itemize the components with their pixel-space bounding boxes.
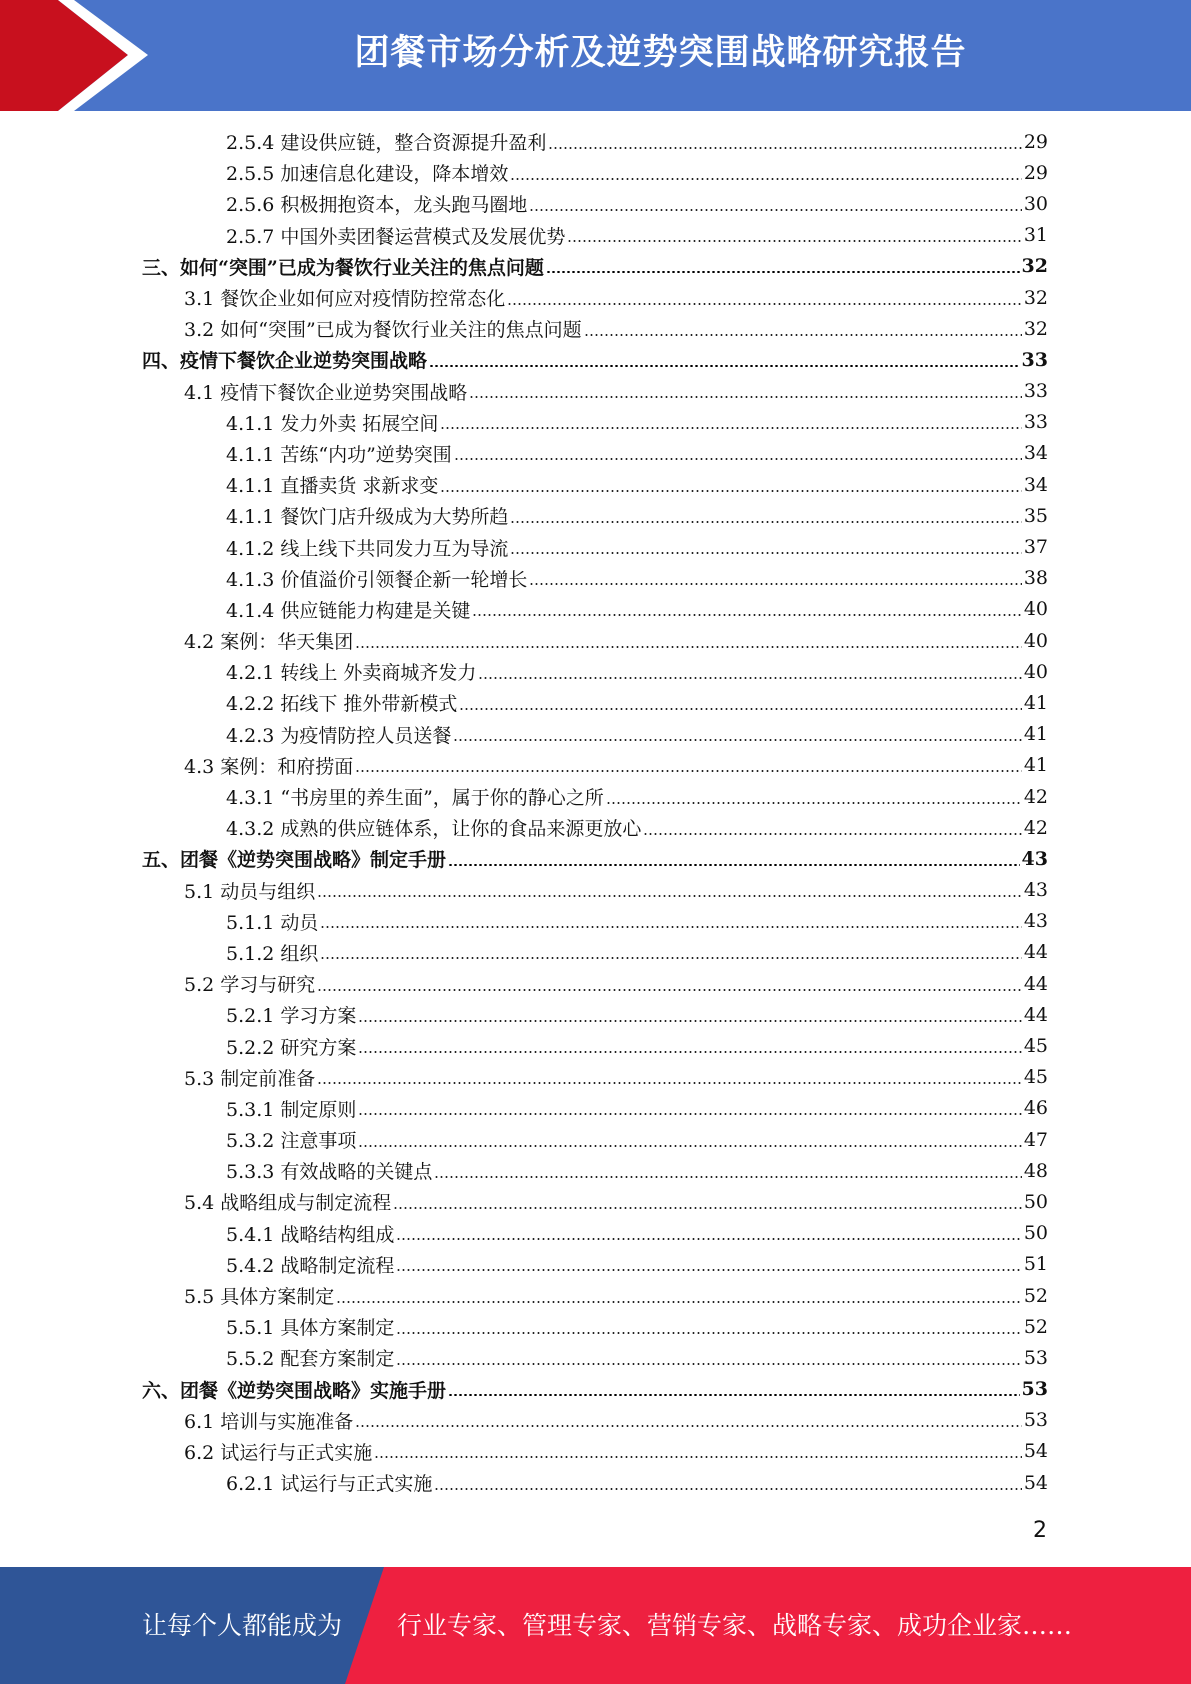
- toc-entry[interactable]: [142, 344, 1048, 375]
- toc-entry-title: 4.2 案例：华天集团: [184, 631, 354, 654]
- toc-entry-page: 47: [1023, 1128, 1048, 1151]
- toc-entry[interactable]: [142, 282, 1048, 313]
- toc-entry-title: 2.5.5 加速信息化建设，降本增效: [226, 163, 509, 186]
- toc-entry[interactable]: [142, 376, 1048, 407]
- page-header: [0, 0, 1191, 111]
- toc-dot-leader: [317, 1082, 1022, 1084]
- toc-dot-leader: [510, 178, 1021, 180]
- toc-entry[interactable]: [142, 1436, 1048, 1467]
- toc-entry[interactable]: [142, 968, 1048, 999]
- toc-entry[interactable]: [142, 1218, 1048, 1249]
- toc-dot-leader: [355, 1425, 1022, 1427]
- toc-entry-page: 37: [1023, 536, 1048, 559]
- toc-entry-title: 5.3.1 制定原则: [226, 1098, 357, 1121]
- toc-entry-title: 5.2.1 学习方案: [226, 1005, 357, 1028]
- page-footer: [0, 1567, 1191, 1684]
- toc-dot-leader: [453, 739, 1021, 741]
- toc-entry[interactable]: [142, 1467, 1048, 1498]
- toc-entry[interactable]: [142, 531, 1048, 562]
- toc-entry-page: 35: [1023, 504, 1048, 527]
- toc-dot-leader: [396, 1238, 1021, 1240]
- toc-entry-title: 4.2.2 拓线下 推外带新模式: [226, 693, 458, 716]
- toc-entry-title: 三、如何“突围”已成为餐饮行业关注的焦点问题: [142, 256, 544, 279]
- toc-dot-leader: [606, 802, 1022, 804]
- toc-entry[interactable]: [142, 1155, 1048, 1186]
- toc-entry-page: 43: [1023, 879, 1048, 902]
- toc-entry-page: 32: [1023, 286, 1048, 309]
- toc-dot-leader: [448, 864, 1020, 866]
- toc-entry-title: 4.3 案例：和府捞面: [184, 755, 354, 778]
- toc-entry-page: 46: [1023, 1097, 1048, 1120]
- toc-dot-leader: [459, 708, 1021, 710]
- toc-entry[interactable]: [142, 1311, 1048, 1342]
- toc-entry-page: 43: [1021, 847, 1048, 870]
- toc-dot-leader: [529, 583, 1021, 585]
- toc-entry-page: 42: [1023, 816, 1048, 839]
- toc-entry-page: 32: [1023, 317, 1048, 340]
- toc-entry-title: 5.1.1 动员: [226, 911, 319, 934]
- toc-entry-title: 5.3.3 有效战略的关键点: [226, 1161, 433, 1184]
- toc-entry-page: 34: [1023, 473, 1048, 496]
- toc-dot-leader: [469, 396, 1022, 398]
- toc-entry-title: 4.3.2 成熟的供应链体系，让你的食品来源更放心: [226, 818, 642, 841]
- page-number: 2: [1033, 1518, 1047, 1543]
- toc-entry-title: 4.1.1 发力外卖 拓展空间: [226, 412, 439, 435]
- toc-entry-title: 4.1.1 苦练“内功”逆势突围: [226, 443, 452, 466]
- toc-entry[interactable]: [142, 1405, 1048, 1436]
- toc-dot-leader: [393, 1207, 1022, 1209]
- toc-entry-title: 5.2.2 研究方案: [226, 1036, 357, 1059]
- toc-dot-leader: [643, 833, 1021, 835]
- toc-entry[interactable]: [142, 251, 1048, 282]
- toc-entry-page: 41: [1023, 723, 1048, 746]
- toc-entry-title: 5.3 制定前准备: [184, 1067, 316, 1090]
- toc-entry-page: 50: [1023, 1222, 1048, 1245]
- toc-dot-leader: [374, 1456, 1022, 1458]
- toc-entry-page: 29: [1023, 161, 1048, 184]
- toc-entry-title: 6.2 试运行与正式实施: [184, 1441, 373, 1464]
- toc-entry[interactable]: [142, 313, 1048, 344]
- toc-entry[interactable]: [142, 719, 1048, 750]
- toc-entry-title: 4.2.1 转线上 外卖商城齐发力: [226, 662, 477, 685]
- toc-entry-title: 5.5.2 配套方案制定: [226, 1348, 395, 1371]
- toc-entry-title: 4.1 疫情下餐饮企业逆势突围战略: [184, 381, 468, 404]
- toc-entry[interactable]: [142, 625, 1048, 656]
- toc-entry-page: 33: [1023, 380, 1048, 403]
- toc-entry[interactable]: [142, 906, 1048, 937]
- toc-entry[interactable]: [142, 594, 1048, 625]
- toc-entry-title: 5.4.1 战略结构组成: [226, 1223, 395, 1246]
- toc-entry[interactable]: [142, 750, 1048, 781]
- toc-entry[interactable]: [142, 1342, 1048, 1373]
- toc-dot-leader: [510, 552, 1021, 554]
- toc-entry-page: 42: [1023, 785, 1048, 808]
- toc-entry-title: 六、团餐《逆势突围战略》实施手册: [142, 1379, 447, 1402]
- toc-entry-title: 5.1.2 组织: [226, 942, 319, 965]
- toc-entry[interactable]: [142, 407, 1048, 438]
- toc-entry-title: 4.1.1 餐饮门店升级成为大势所趋: [226, 506, 509, 529]
- toc-entry-title: 4.3.1 “书房里的养生面”，属于你的静心之所: [226, 787, 604, 810]
- toc-entry-page: 41: [1023, 691, 1048, 714]
- toc-entry-title: 4.1.1 直播卖货 求新求变: [226, 475, 439, 498]
- toc-entry[interactable]: [142, 1062, 1048, 1093]
- toc-entry-page: 50: [1023, 1190, 1048, 1213]
- toc-entry-page: 54: [1023, 1440, 1048, 1463]
- toc-dot-leader: [358, 1145, 1021, 1147]
- toc-dot-leader: [546, 271, 1020, 273]
- table-of-contents: [142, 126, 1048, 1498]
- toc-entry-page: 43: [1023, 910, 1048, 933]
- toc-dot-leader: [529, 209, 1021, 211]
- toc-dot-leader: [454, 458, 1022, 460]
- toc-entry-page: 40: [1023, 598, 1048, 621]
- toc-entry-title: 2.5.6 积极拥抱资本，龙头跑马圈地: [226, 194, 528, 217]
- toc-dot-leader: [396, 1363, 1021, 1365]
- toc-entry[interactable]: [142, 1030, 1048, 1061]
- toc-entry[interactable]: [142, 812, 1048, 843]
- toc-entry-title: 2.5.7 中国外卖团餐运营模式及发展优势: [226, 225, 566, 248]
- toc-entry-page: 33: [1023, 411, 1048, 434]
- toc-entry-title: 6.1 培训与实施准备: [184, 1410, 354, 1433]
- toc-entry[interactable]: [142, 875, 1048, 906]
- toc-entry[interactable]: [142, 220, 1048, 251]
- toc-entry-title: 四、疫情下餐饮企业逆势突围战略: [142, 350, 428, 373]
- toc-entry-title: 5.5 具体方案制定: [184, 1286, 335, 1309]
- toc-dot-leader: [358, 1113, 1021, 1115]
- toc-dot-leader: [440, 490, 1021, 492]
- toc-entry-page: 52: [1023, 1315, 1048, 1338]
- toc-entry[interactable]: [142, 188, 1048, 219]
- toc-dot-leader: [434, 1176, 1021, 1178]
- toc-entry[interactable]: [142, 157, 1048, 188]
- toc-entry[interactable]: [142, 656, 1048, 687]
- toc-entry[interactable]: [142, 1249, 1048, 1280]
- toc-entry[interactable]: [142, 1124, 1048, 1155]
- toc-dot-leader: [567, 240, 1021, 242]
- toc-entry-title: 4.1.3 价值溢价引领餐企新一轮增长: [226, 568, 528, 591]
- toc-entry-title: 5.4.2 战略制定流程: [226, 1254, 395, 1277]
- toc-entry-page: 38: [1023, 567, 1048, 590]
- toc-dot-leader: [317, 989, 1022, 991]
- toc-entry[interactable]: [142, 469, 1048, 500]
- toc-entry-page: 32: [1021, 255, 1048, 278]
- toc-dot-leader: [336, 1301, 1022, 1303]
- toc-entry-page: 44: [1023, 1003, 1048, 1026]
- toc-entry[interactable]: [142, 500, 1048, 531]
- toc-entry-page: 52: [1023, 1284, 1048, 1307]
- toc-dot-leader: [396, 1269, 1021, 1271]
- toc-entry-page: 41: [1023, 754, 1048, 777]
- toc-entry-page: 31: [1023, 224, 1048, 247]
- footer-slogan-left: 让每个人都能成为: [142, 1611, 343, 1640]
- toc-dot-leader: [472, 614, 1021, 616]
- report-title: 团餐市场分析及逆势突围战略研究报告: [354, 33, 967, 73]
- toc-dot-leader: [317, 895, 1022, 897]
- toc-entry[interactable]: [142, 687, 1048, 718]
- toc-entry-page: 33: [1021, 348, 1048, 371]
- toc-entry[interactable]: [142, 781, 1048, 812]
- toc-entry-page: 51: [1023, 1253, 1048, 1276]
- toc-entry[interactable]: [142, 937, 1048, 968]
- toc-entry-page: 30: [1023, 192, 1048, 215]
- toc-entry-title: 4.1.2 线上线下共同发力互为导流: [226, 537, 509, 560]
- toc-entry[interactable]: [142, 1374, 1048, 1405]
- toc-entry-title: 5.1 动员与组织: [184, 880, 316, 903]
- toc-dot-leader: [584, 334, 1022, 336]
- toc-entry-page: 45: [1023, 1035, 1048, 1058]
- toc-entry-title: 4.2.3 为疫情防控人员送餐: [226, 724, 452, 747]
- toc-dot-leader: [320, 926, 1021, 928]
- toc-dot-leader: [355, 646, 1022, 648]
- toc-dot-leader: [440, 427, 1021, 429]
- toc-dot-leader: [507, 303, 1022, 305]
- toc-entry[interactable]: [142, 1186, 1048, 1217]
- toc-entry-title: 五、团餐《逆势突围战略》制定手册: [142, 849, 447, 872]
- toc-entry-page: 29: [1023, 130, 1048, 153]
- toc-entry[interactable]: [142, 999, 1048, 1030]
- toc-dot-leader: [396, 1332, 1021, 1334]
- toc-entry-page: 45: [1023, 1066, 1048, 1089]
- toc-entry-title: 5.4 战略组成与制定流程: [184, 1192, 392, 1215]
- toc-dot-leader: [448, 1394, 1020, 1396]
- toc-entry-title: 3.1 餐饮企业如何应对疫情防控常态化: [184, 288, 506, 311]
- toc-dot-leader: [434, 1488, 1021, 1490]
- toc-entry-title: 2.5.4 建设供应链，整合资源提升盈利: [226, 132, 547, 155]
- toc-dot-leader: [320, 957, 1021, 959]
- toc-entry-page: 40: [1023, 629, 1048, 652]
- toc-entry-title: 3.2 如何“突围”已成为餐饮行业关注的焦点问题: [184, 319, 582, 342]
- toc-entry[interactable]: [142, 126, 1048, 157]
- toc-entry-page: 40: [1023, 660, 1048, 683]
- footer-slogan-right: 行业专家、管理专家、营销专家、战略专家、成功企业家……: [397, 1611, 1073, 1640]
- toc-entry[interactable]: [142, 1280, 1048, 1311]
- toc-entry-page: 34: [1023, 442, 1048, 465]
- toc-entry-title: 5.2 学习与研究: [184, 974, 316, 997]
- toc-entry[interactable]: [142, 563, 1048, 594]
- toc-entry[interactable]: [142, 1093, 1048, 1124]
- toc-dot-leader: [510, 521, 1021, 523]
- toc-entry-title: 5.3.2 注意事项: [226, 1130, 357, 1153]
- toc-entry-page: 48: [1023, 1159, 1048, 1182]
- toc-entry-title: 6.2.1 试运行与正式实施: [226, 1473, 433, 1496]
- toc-dot-leader: [478, 677, 1021, 679]
- toc-entry-title: 5.5.1 具体方案制定: [226, 1317, 395, 1340]
- toc-dot-leader: [358, 1051, 1021, 1053]
- toc-dot-leader: [429, 365, 1020, 367]
- toc-entry-title: 4.1.4 供应链能力构建是关键: [226, 599, 471, 622]
- toc-entry[interactable]: [142, 843, 1048, 874]
- toc-entry-page: 53: [1023, 1409, 1048, 1432]
- toc-dot-leader: [548, 147, 1021, 149]
- toc-entry-page: 54: [1023, 1471, 1048, 1494]
- toc-entry-page: 44: [1023, 972, 1048, 995]
- toc-dot-leader: [355, 770, 1022, 772]
- toc-entry-page: 53: [1021, 1378, 1048, 1401]
- toc-entry-page: 44: [1023, 941, 1048, 964]
- toc-entry-page: 53: [1023, 1346, 1048, 1369]
- toc-entry[interactable]: [142, 438, 1048, 469]
- toc-dot-leader: [358, 1020, 1021, 1022]
